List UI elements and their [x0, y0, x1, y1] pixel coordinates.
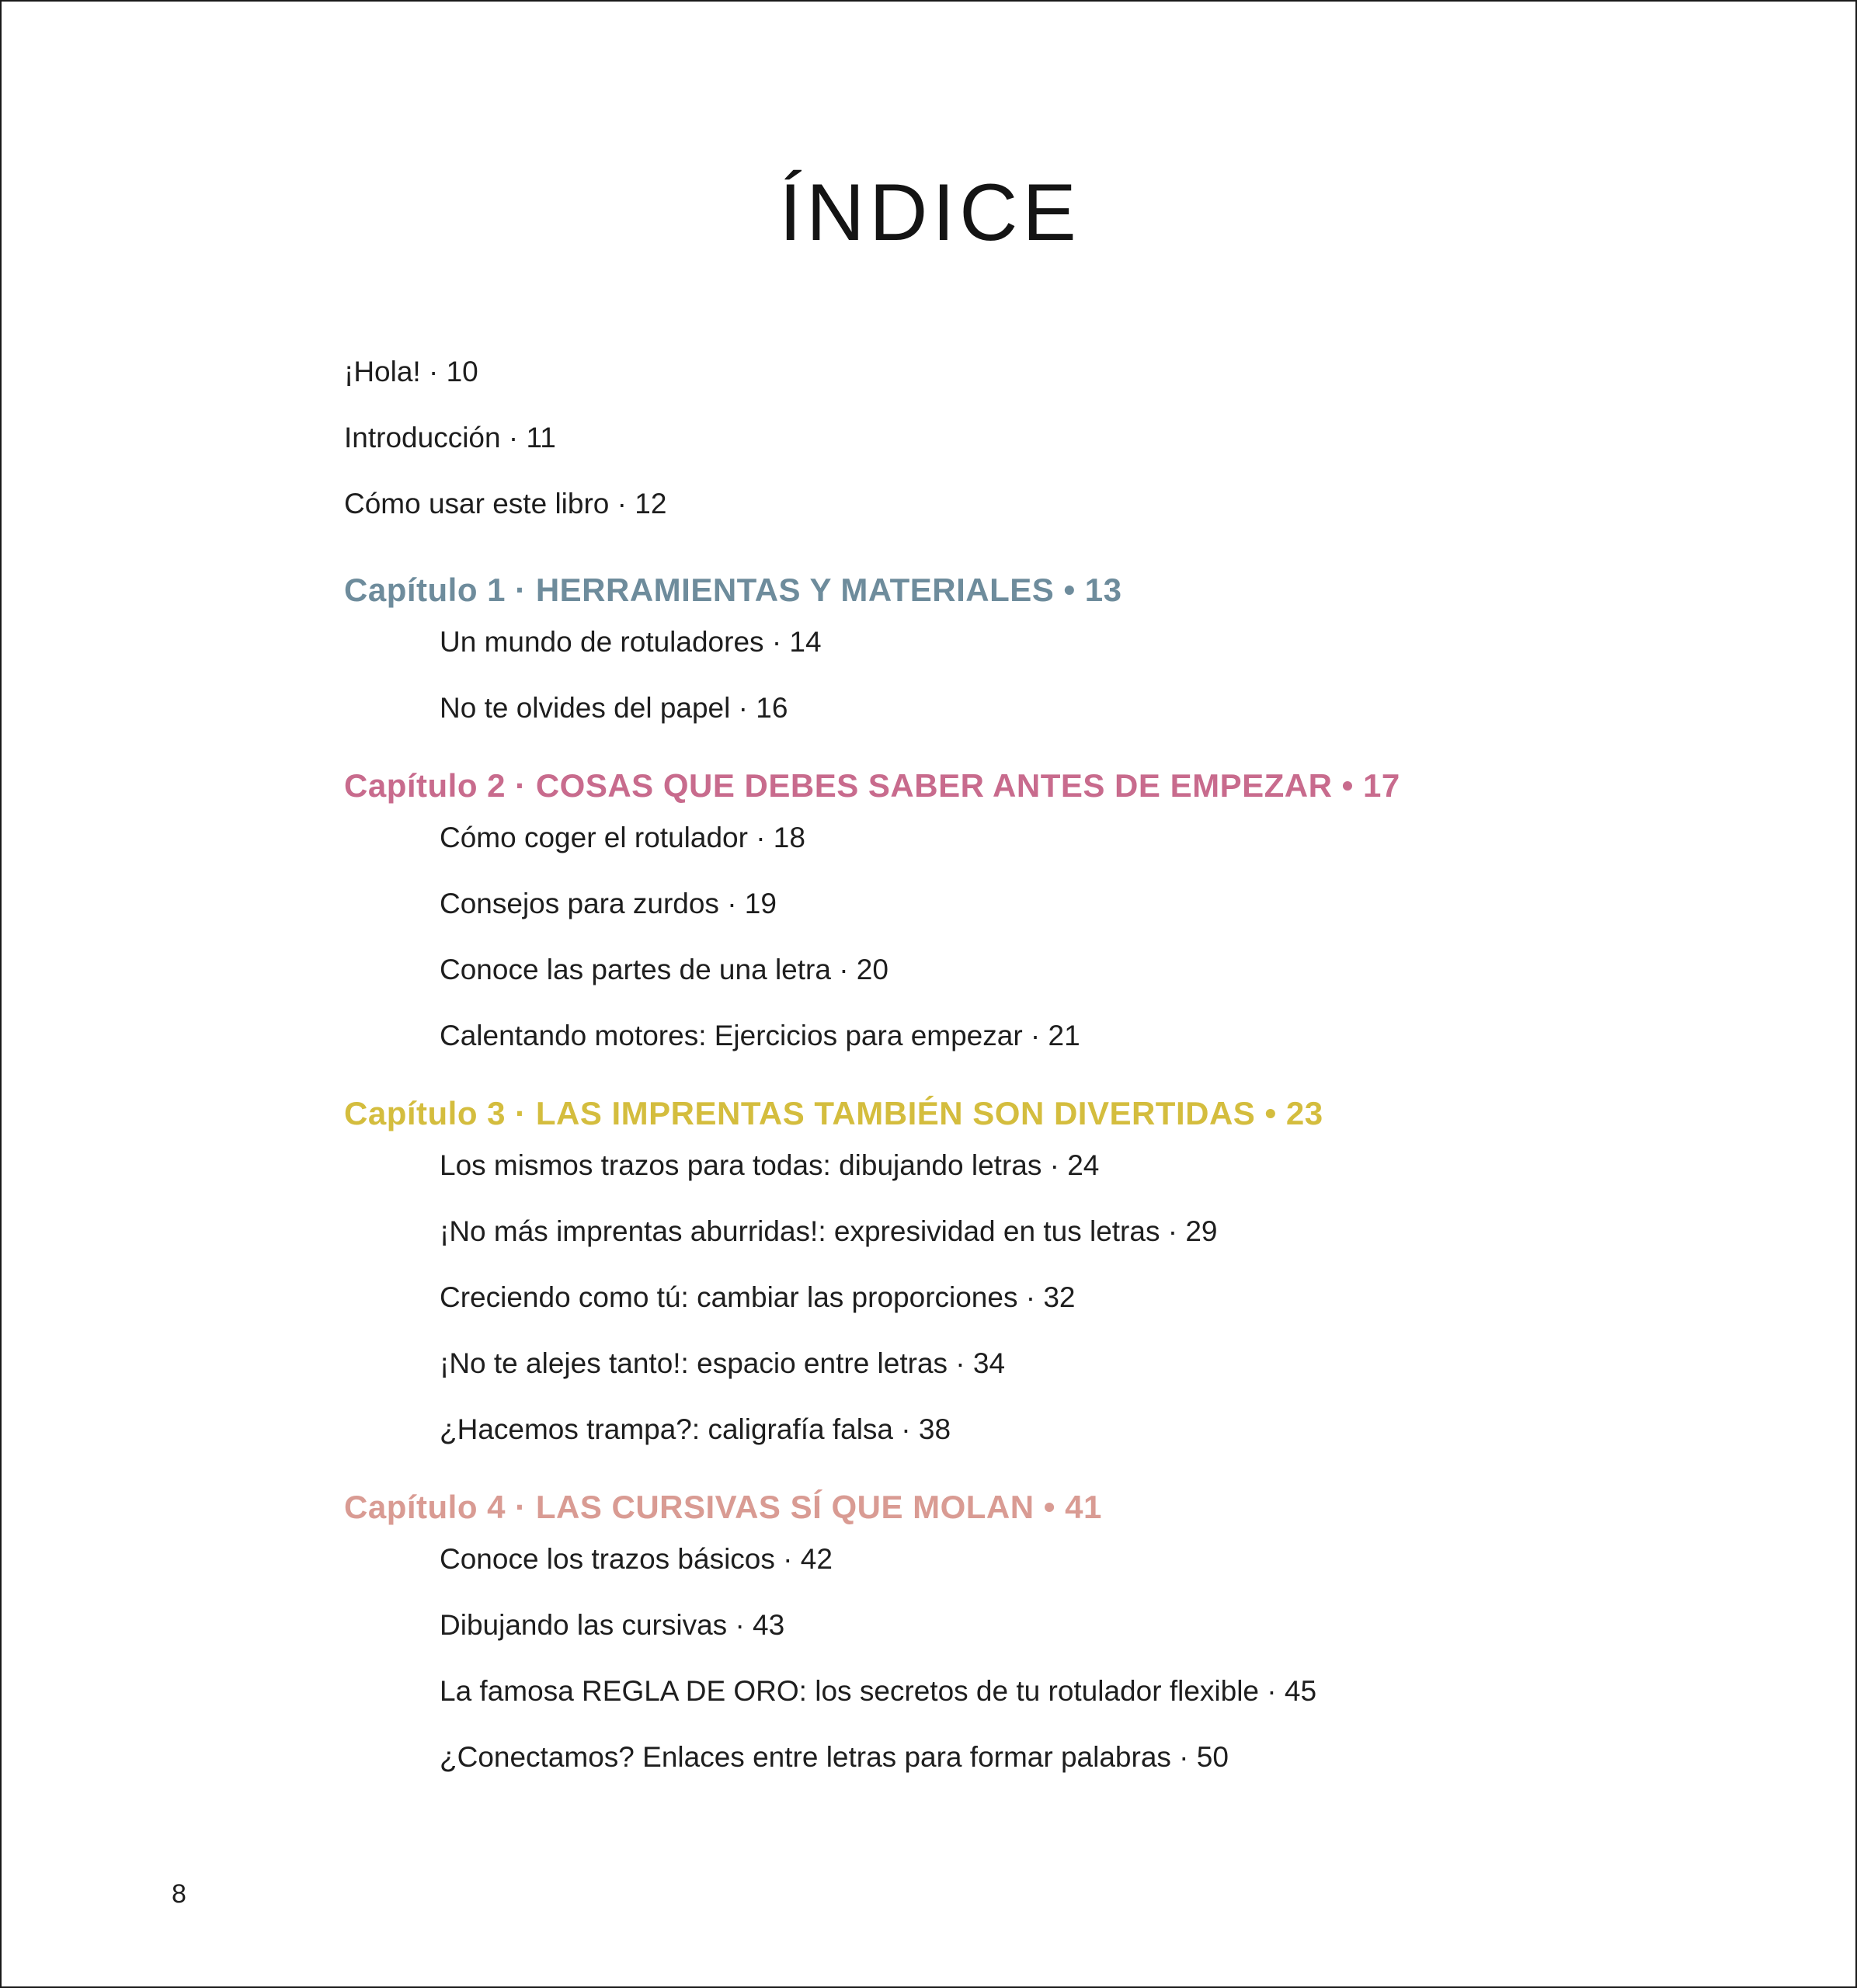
page-number: 8 [172, 1879, 186, 1909]
chapter-2-heading: Capítulo 2 · COSAS QUE DEBES SABER ANTES DE EMPEZAR • 17 [344, 767, 1400, 804]
toc-entry: Creciendo como tú: cambiar las proporciones · 32 [440, 1281, 1076, 1313]
toc-entry: Conoce las partes de una letra · 20 [440, 954, 889, 985]
toc-entry: Calentando motores: Ejercicios para empezar · 21 [440, 1020, 1080, 1051]
toc-entry: ¡No te alejes tanto!: espacio entre letras · 34 [440, 1347, 1006, 1379]
toc-entry: ¿Hacemos trampa?: caligrafía falsa · 38 [440, 1413, 951, 1445]
toc-entry: No te olvides del papel · 16 [440, 692, 788, 724]
page-title: ÍNDICE [779, 168, 1081, 258]
toc-entry: Los mismos trazos para todas: dibujando letras · 24 [440, 1149, 1100, 1181]
toc-entry: Dibujando las cursivas · 43 [440, 1609, 785, 1641]
chapter-1-heading: Capítulo 1 · HERRAMIENTAS Y MATERIALES • 13 [344, 572, 1122, 608]
toc-entry-hola: ¡Hola! · 10 [344, 356, 478, 388]
toc-entry-introduccion: Introducción · 11 [344, 422, 556, 454]
toc-entry: ¿Conectamos? Enlaces entre letras para formar palabras · 50 [440, 1741, 1229, 1773]
toc-entry: Consejos para zurdos · 19 [440, 888, 777, 919]
toc-entry-como-usar: Cómo usar este libro · 12 [344, 488, 667, 520]
toc-entry: Un mundo de rotuladores · 14 [440, 626, 822, 658]
toc-entry: Conoce los trazos básicos · 42 [440, 1543, 833, 1575]
chapter-3-heading: Capítulo 3 · LAS IMPRENTAS TAMBIÉN SON DIVERTIDAS • 23 [344, 1095, 1323, 1131]
toc-entry: Cómo coger el rotulador · 18 [440, 822, 805, 853]
toc-entry: La famosa REGLA DE ORO: los secretos de tu rotulador flexible · 45 [440, 1675, 1317, 1707]
chapter-4-heading: Capítulo 4 · LAS CURSIVAS SÍ QUE MOLAN • 41 [344, 1489, 1102, 1525]
toc-entry: ¡No más imprentas aburridas!: expresividad en tus letras · 29 [440, 1215, 1218, 1247]
